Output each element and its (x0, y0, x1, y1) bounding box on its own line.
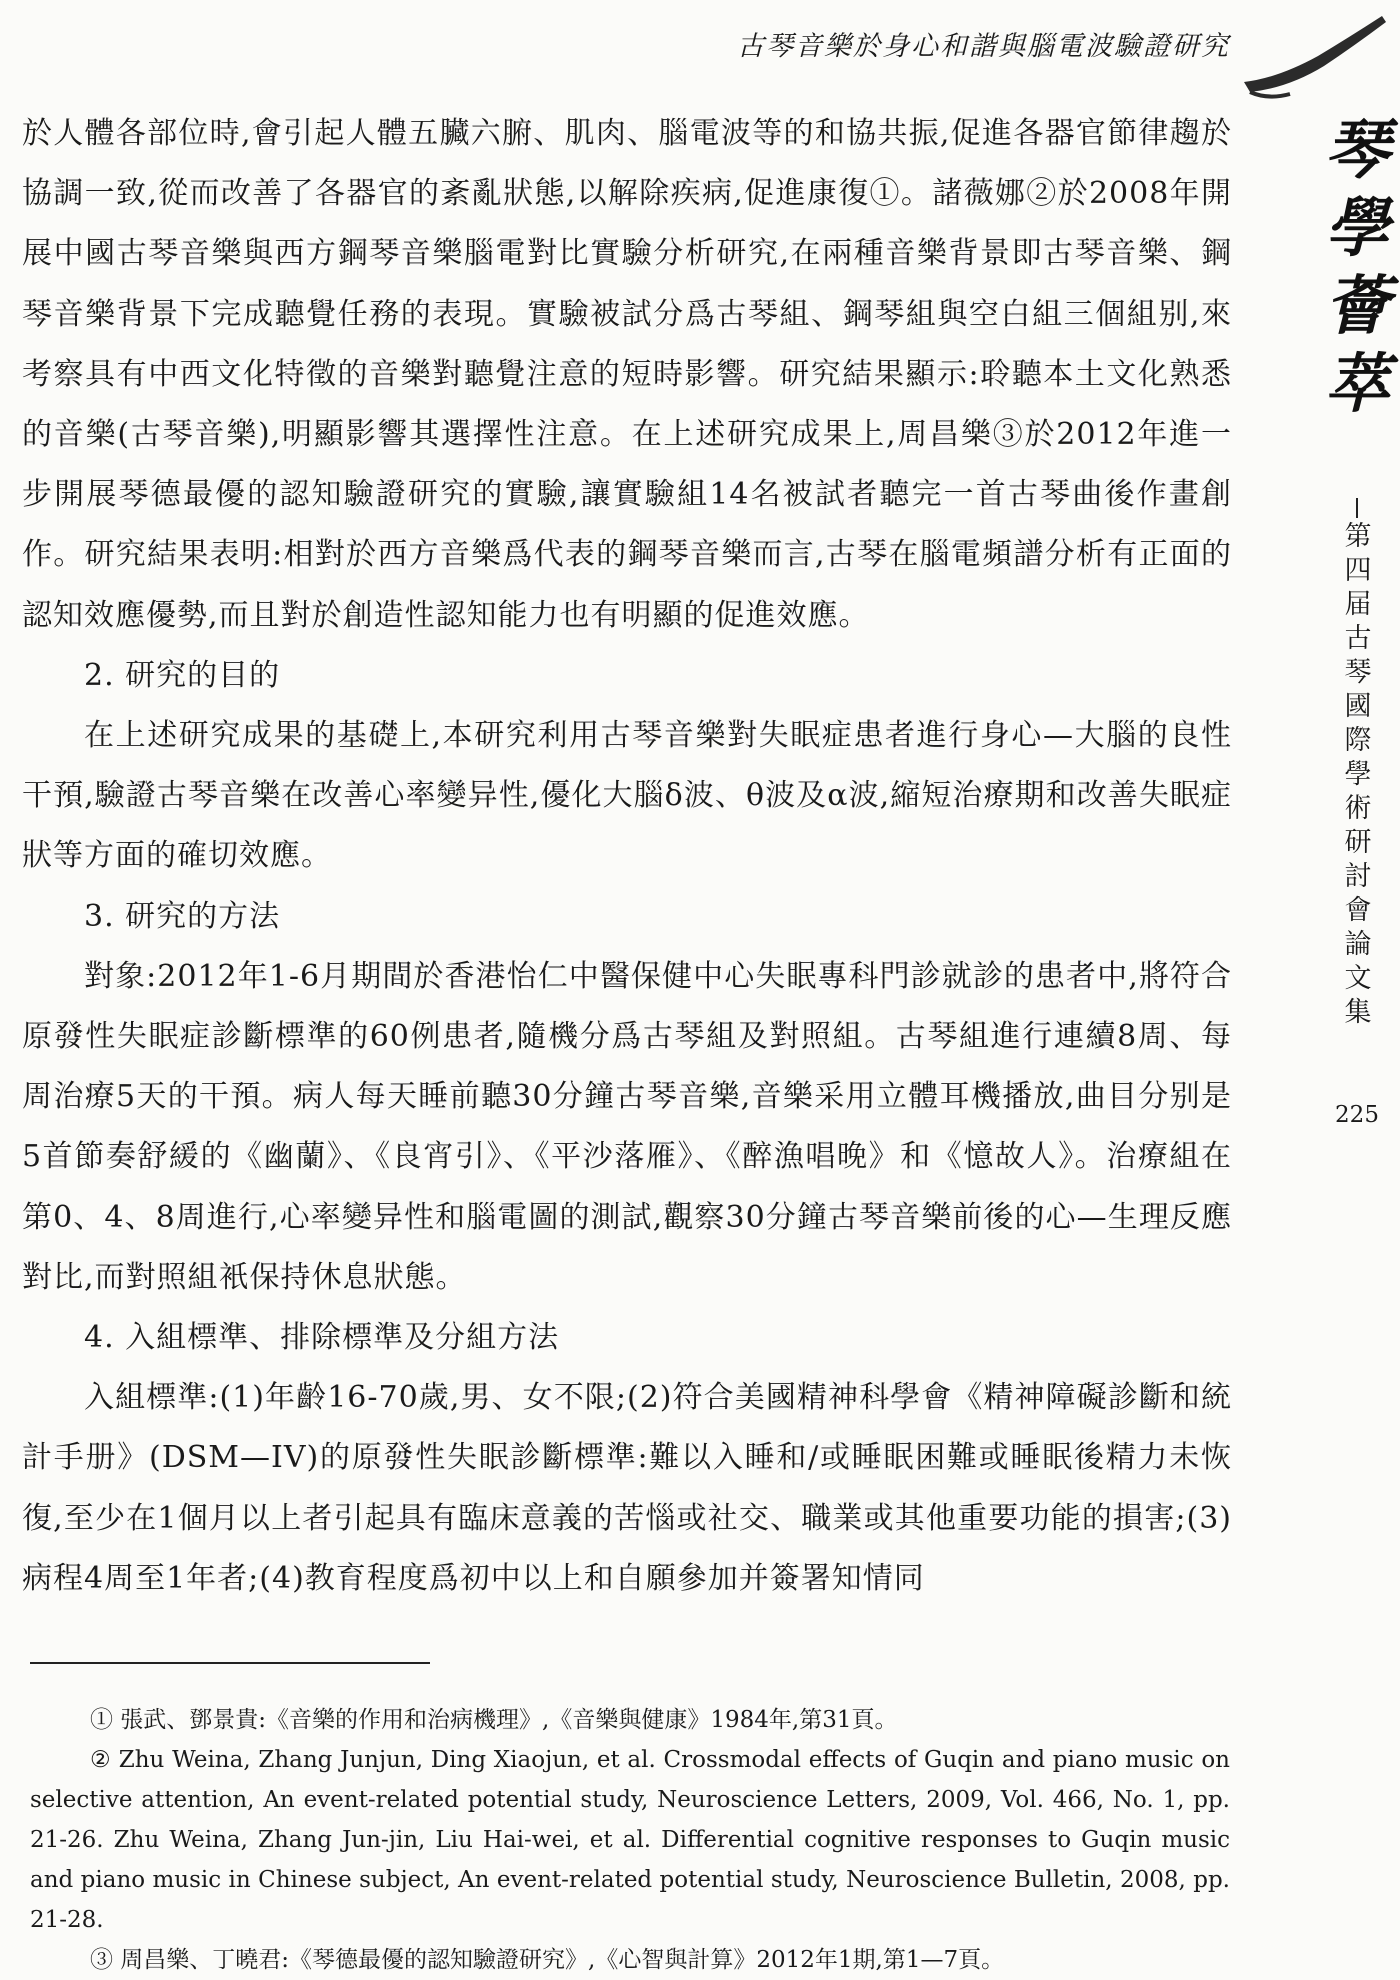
body-text (22, 104, 1232, 1609)
side-conf-char: 古 (1344, 623, 1372, 654)
side-conf-char: 集 (1344, 997, 1372, 1028)
side-title-char: 萃 (1325, 347, 1389, 422)
footnote: ③ 周昌樂、丁曉君:《琴德最優的認知驗證研究》,《心智與計算》2012年1期,第1—7頁。 (90, 1947, 1005, 1973)
side-conference-title (1342, 520, 1374, 1030)
side-conf-char: 四 (1344, 555, 1372, 586)
page-number: 225 (1335, 1102, 1379, 1128)
side-conf-char: 際 (1344, 725, 1372, 756)
side-title (1312, 112, 1400, 424)
side-title-char: 學 (1325, 191, 1389, 266)
paragraph: 對象:2012年1-6月期間於香港怡仁中醫保健中心失眠專科門診就診的患者中,將符合原發性失眠症診斷標準的60例患者,隨機分爲古琴組及對照組。古琴組進行連續8周、每周治療5天的干預。病人每天睡前聽30分鐘古琴音樂,音樂采用立體耳機播放,曲目分别是5首節奏舒緩的《幽蘭》、《良宵引》、《平沙落雁》、《醉漁唱晚》和《憶故人》。治療組在第0、4、8周進行,心率變异性和腦電圖的測試,觀察30分鐘古琴音樂前後的心—生理反應對比,而對照組衹保持休息狀態。 (22, 958, 1232, 1295)
side-conf-char: 届 (1344, 589, 1372, 620)
side-divider (1356, 498, 1358, 518)
paragraph: 入組標準:(1)年齡16-70歲,男、女不限;(2)符合美國精神科學會《精神障礙診斷和統計手册》(DSM—IV)的原發性失眠診斷標準:難以入睡和/或睡眠困難或睡眠後精力未恢復,至少在1個月以上者引起具有臨床意義的苦惱或社交、職業或其他重要功能的損害;(3)病程4周至1年者;(4)教育程度爲初中以上和自願參加并簽署知情同 (22, 1380, 1232, 1596)
footnotes (30, 1700, 1230, 1980)
side-conf-char: 研 (1344, 827, 1372, 858)
brush-ornament (1238, 12, 1388, 112)
section-heading: 2. 研究的目的 (84, 657, 281, 693)
footnote: ① 張武、鄧景貴:《音樂的作用和治病機理》,《音樂與健康》1984年,第31頁。 (90, 1707, 898, 1733)
side-conf-char: 國 (1344, 691, 1372, 722)
side-conf-char: 討 (1344, 861, 1372, 892)
side-conf-char: 學 (1344, 759, 1372, 790)
side-conf-char: 術 (1344, 793, 1372, 824)
running-head: 古琴音樂於身心和諧與腦電波驗證研究 (737, 31, 1230, 62)
side-conf-char: 文 (1344, 963, 1372, 994)
side-title-char: 琴 (1325, 113, 1389, 188)
side-title-char: 薈 (1325, 269, 1389, 344)
side-conf-char: 琴 (1344, 657, 1372, 688)
section-heading: 4. 入組標準、排除標準及分組方法 (84, 1320, 560, 1356)
footnote-divider (30, 1662, 430, 1664)
paragraph: 在上述研究成果的基礎上,本研究利用古琴音樂對失眠症患者進行身心—大腦的良性干預,驗證古琴音樂在改善心率變异性,優化大腦δ波、θ波及α波,縮短治療期和改善失眠症狀等方面的確切效應。 (22, 718, 1232, 874)
paragraph: 於人體各部位時,會引起人體五臟六腑、肌肉、腦電波等的和協共振,促進各器官節律趨於協調一致,從而改善了各器官的紊亂狀態,以解除疾病,促進康復①。諸薇娜②於2008年開展中國古琴音樂與西方鋼琴音樂腦電對比實驗分析研究,在兩種音樂背景即古琴音樂、鋼琴音樂背景下完成聽覺任務的表現。實驗被試分爲古琴組、鋼琴組與空白組三個組别,來考察具有中西文化特徵的音樂對聽覺注意的短時影響。研究結果顯示:聆聽本土文化熟悉的音樂(古琴音樂),明顯影響其選擇性注意。在上述研究成果上,周昌樂③於2012年進一步開展琴德最優的認知驗證研究的實驗,讓實驗組14名被試者聽完一首古琴曲後作畫創作。研究結果表明:相對於西方音樂爲代表的鋼琴音樂而言,古琴在腦電頻譜分析有正面的認知效應優勢,而且對於創造性認知能力也有明顯的促進效應。 (22, 116, 1232, 633)
side-conf-char: 論 (1344, 929, 1372, 960)
side-conf-char: 會 (1344, 895, 1372, 926)
section-heading: 3. 研究的方法 (84, 898, 281, 934)
footnote: ② Zhu Weina, Zhang Junjun, Ding Xiaojun, et al. Crossmodal effects of Guqin and piano music on selective attention, An event-related potential study, Neuroscience Letters, 2009, Vol. 466, No. 1, pp. 21-26. Zhu Weina, Zhang Jun-jin, Liu Hai-wei, et al. Differential cognitive responses to Guqin music and piano music in Chinese subject, An event-related potential study, Neuroscience Bulletin, 2008, pp. 21-28. (30, 1747, 1230, 1933)
side-conf-char: 第 (1344, 521, 1372, 552)
